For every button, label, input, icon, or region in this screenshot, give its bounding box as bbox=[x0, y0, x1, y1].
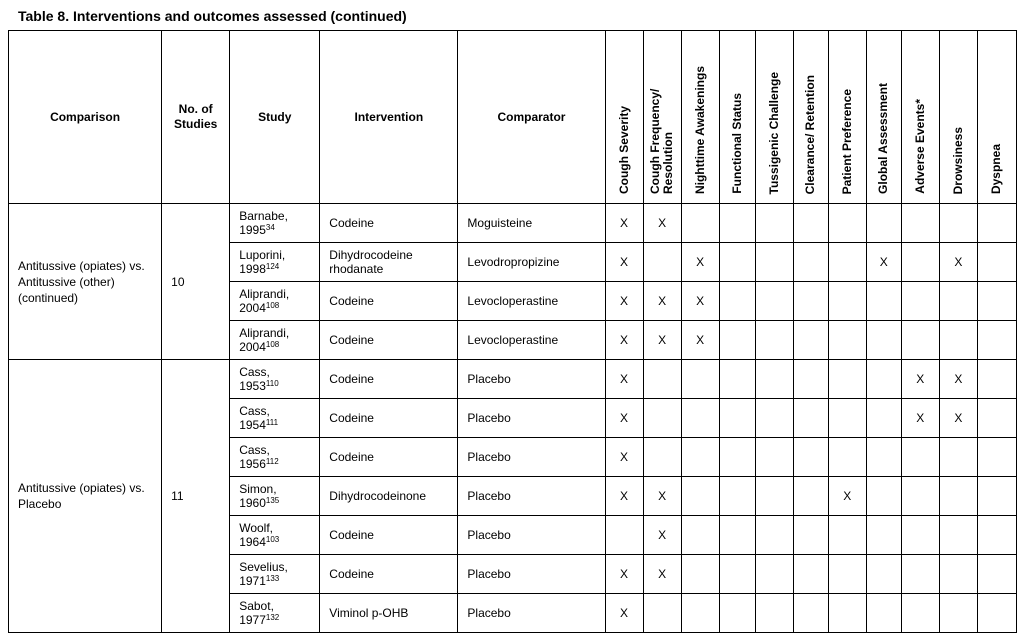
outcome-mark-cell bbox=[755, 438, 793, 477]
outcome-mark-cell bbox=[755, 555, 793, 594]
study-cell bbox=[230, 282, 320, 321]
outcome-mark-cell bbox=[866, 594, 901, 633]
outcome-mark-cell bbox=[719, 594, 755, 633]
header-comparator: Comparator bbox=[458, 31, 605, 204]
outcome-mark-cell: X bbox=[605, 555, 643, 594]
table-caption: Table 8. Interventions and outcomes assessed (continued) bbox=[18, 8, 407, 24]
outcome-mark-cell bbox=[828, 438, 866, 477]
header-outcome-label: Functional Status bbox=[729, 93, 744, 194]
outcome-mark-cell: X bbox=[605, 282, 643, 321]
study-reference: 34 bbox=[265, 223, 275, 232]
study-reference: 110 bbox=[265, 379, 279, 388]
study-reference: 111 bbox=[265, 418, 279, 427]
header-intervention: Intervention bbox=[320, 31, 458, 204]
outcome-mark-cell bbox=[901, 282, 939, 321]
outcome-mark-cell bbox=[828, 321, 866, 360]
study-author: Aliprandi, bbox=[239, 326, 290, 340]
outcome-mark-cell bbox=[755, 321, 793, 360]
outcome-mark-cell bbox=[793, 360, 828, 399]
study-year: 1977 bbox=[239, 613, 266, 627]
outcome-mark-cell bbox=[977, 360, 1016, 399]
outcome-mark-cell bbox=[977, 555, 1016, 594]
outcome-mark-cell bbox=[793, 594, 828, 633]
study-cell bbox=[230, 321, 320, 360]
outcome-mark-cell bbox=[755, 594, 793, 633]
study-author: Sabot, bbox=[239, 599, 274, 613]
outcome-mark-cell bbox=[901, 516, 939, 555]
outcome-mark-cell bbox=[793, 516, 828, 555]
outcome-mark-cell bbox=[866, 438, 901, 477]
outcome-mark-cell bbox=[755, 399, 793, 438]
study-year: 1956 bbox=[239, 457, 266, 471]
header-outcome-tussigenic-challenge bbox=[755, 31, 793, 204]
study-author: Cass, bbox=[239, 365, 270, 379]
outcome-mark-cell bbox=[901, 477, 939, 516]
study-cell bbox=[230, 243, 320, 282]
study-year: 1971 bbox=[239, 574, 266, 588]
outcome-mark-cell bbox=[719, 360, 755, 399]
header-outcome-global-assessment bbox=[866, 31, 901, 204]
outcome-mark-cell bbox=[605, 516, 643, 555]
outcome-mark-cell: X bbox=[939, 360, 977, 399]
header-outcome-adverse-events bbox=[901, 31, 939, 204]
intervention-cell: Codeine bbox=[320, 399, 458, 438]
study-reference: 112 bbox=[265, 457, 279, 466]
outcome-mark-cell bbox=[793, 477, 828, 516]
study-reference: 133 bbox=[265, 574, 280, 583]
outcome-mark-cell bbox=[866, 477, 901, 516]
comparator-cell: Placebo bbox=[458, 438, 605, 477]
header-outcome-label: Cough Frequency/ Resolution bbox=[648, 88, 676, 194]
outcome-mark-cell bbox=[755, 204, 793, 243]
study-reference: 103 bbox=[265, 535, 280, 544]
outcome-mark-cell bbox=[643, 360, 681, 399]
header-outcome-cough-frequency bbox=[643, 31, 681, 204]
outcome-mark-cell bbox=[866, 204, 901, 243]
num-studies-cell: 11 bbox=[162, 360, 230, 633]
table-row bbox=[9, 204, 1017, 243]
outcome-mark-cell bbox=[828, 555, 866, 594]
outcome-mark-cell: X bbox=[643, 516, 681, 555]
outcome-mark-cell bbox=[977, 243, 1016, 282]
outcome-mark-cell: X bbox=[605, 243, 643, 282]
outcome-mark-cell bbox=[866, 282, 901, 321]
outcome-mark-cell bbox=[901, 555, 939, 594]
outcome-mark-cell bbox=[681, 477, 719, 516]
outcome-mark-cell: X bbox=[681, 243, 719, 282]
outcome-mark-cell bbox=[755, 282, 793, 321]
outcome-mark-cell: X bbox=[605, 477, 643, 516]
header-outcome-functional-status bbox=[719, 31, 755, 204]
outcome-mark-cell bbox=[866, 555, 901, 594]
comparator-cell: Levocloperastine bbox=[458, 321, 605, 360]
outcome-mark-cell: X bbox=[605, 438, 643, 477]
intervention-cell: Codeine bbox=[320, 516, 458, 555]
outcomes-table bbox=[8, 30, 1017, 633]
header-outcome-label: Tussigenic Challenge bbox=[766, 71, 781, 194]
study-cell bbox=[230, 204, 320, 243]
header-outcome-drowsiness bbox=[939, 31, 977, 204]
outcome-mark-cell bbox=[866, 321, 901, 360]
outcome-mark-cell bbox=[681, 438, 719, 477]
study-cell bbox=[230, 477, 320, 516]
outcome-mark-cell bbox=[793, 555, 828, 594]
header-outcome-label: Cough Severity bbox=[616, 105, 631, 194]
intervention-cell: Dihydrocodeine rhodanate bbox=[320, 243, 458, 282]
outcome-mark-cell bbox=[793, 438, 828, 477]
outcome-mark-cell bbox=[901, 594, 939, 633]
table-row bbox=[9, 360, 1017, 399]
outcome-mark-cell bbox=[828, 204, 866, 243]
study-cell bbox=[230, 516, 320, 555]
outcome-mark-cell: X bbox=[901, 399, 939, 438]
study-year: 1953 bbox=[239, 379, 266, 393]
comparison-cell: Antitussive (opiates) vs. Antitussive (other) (continued) bbox=[9, 204, 162, 360]
outcome-mark-cell bbox=[866, 516, 901, 555]
intervention-cell: Codeine bbox=[320, 321, 458, 360]
header-num-studies bbox=[162, 31, 230, 204]
outcome-mark-cell bbox=[977, 399, 1016, 438]
comparator-cell: Placebo bbox=[458, 360, 605, 399]
outcome-mark-cell bbox=[755, 516, 793, 555]
outcome-mark-cell bbox=[939, 594, 977, 633]
outcome-mark-cell bbox=[681, 594, 719, 633]
study-author: Cass, bbox=[239, 404, 270, 418]
comparator-cell: Placebo bbox=[458, 477, 605, 516]
outcome-mark-cell bbox=[901, 243, 939, 282]
study-cell bbox=[230, 438, 320, 477]
outcome-mark-cell bbox=[719, 477, 755, 516]
outcome-mark-cell bbox=[977, 282, 1016, 321]
study-year: 2004 bbox=[239, 340, 266, 354]
header-outcome-patient-preference bbox=[828, 31, 866, 204]
outcome-mark-cell: X bbox=[681, 282, 719, 321]
outcome-mark-cell bbox=[939, 555, 977, 594]
outcome-mark-cell bbox=[719, 516, 755, 555]
study-year: 1964 bbox=[239, 535, 266, 549]
intervention-cell: Viminol p-OHB bbox=[320, 594, 458, 633]
outcome-mark-cell bbox=[939, 282, 977, 321]
outcome-mark-cell: X bbox=[643, 555, 681, 594]
outcome-mark-cell bbox=[643, 594, 681, 633]
outcome-mark-cell bbox=[755, 477, 793, 516]
outcome-mark-cell: X bbox=[643, 282, 681, 321]
outcome-mark-cell bbox=[828, 243, 866, 282]
study-reference: 124 bbox=[265, 262, 280, 271]
outcome-mark-cell: X bbox=[939, 399, 977, 438]
outcome-mark-cell bbox=[793, 282, 828, 321]
outcome-mark-cell bbox=[939, 321, 977, 360]
outcome-mark-cell: X bbox=[939, 243, 977, 282]
outcome-mark-cell bbox=[977, 321, 1016, 360]
intervention-cell: Codeine bbox=[320, 282, 458, 321]
study-year: 1954 bbox=[239, 418, 266, 432]
study-year: 1995 bbox=[239, 223, 266, 237]
header-outcome-clearance-retention bbox=[793, 31, 828, 204]
intervention-cell: Codeine bbox=[320, 204, 458, 243]
header-outcome-dyspnea bbox=[977, 31, 1016, 204]
outcome-mark-cell: X bbox=[828, 477, 866, 516]
study-year: 1960 bbox=[239, 496, 266, 510]
outcome-mark-cell bbox=[828, 360, 866, 399]
header-outcome-label: Dyspnea bbox=[989, 143, 1004, 194]
outcome-mark-cell: X bbox=[643, 477, 681, 516]
study-author: Simon, bbox=[239, 482, 277, 496]
header-outcome-label: Patient Preference bbox=[839, 88, 854, 194]
study-author: Cass, bbox=[239, 443, 270, 457]
study-reference: 132 bbox=[265, 613, 280, 622]
outcome-mark-cell bbox=[828, 282, 866, 321]
outcome-mark-cell: X bbox=[681, 321, 719, 360]
header-outcome-nighttime-awakenings bbox=[681, 31, 719, 204]
outcome-mark-cell: X bbox=[605, 399, 643, 438]
outcome-mark-cell bbox=[719, 399, 755, 438]
outcome-mark-cell bbox=[681, 204, 719, 243]
intervention-cell: Codeine bbox=[320, 438, 458, 477]
study-author: Luporini, bbox=[239, 248, 286, 262]
outcome-mark-cell bbox=[793, 321, 828, 360]
outcome-mark-cell bbox=[901, 204, 939, 243]
outcome-mark-cell bbox=[793, 204, 828, 243]
study-reference: 108 bbox=[265, 301, 280, 310]
outcome-mark-cell bbox=[939, 438, 977, 477]
outcome-mark-cell bbox=[681, 360, 719, 399]
outcome-mark-cell bbox=[828, 516, 866, 555]
intervention-cell: Codeine bbox=[320, 360, 458, 399]
outcome-mark-cell: X bbox=[643, 321, 681, 360]
outcome-mark-cell bbox=[939, 477, 977, 516]
study-cell bbox=[230, 360, 320, 399]
outcome-mark-cell bbox=[719, 321, 755, 360]
study-cell bbox=[230, 555, 320, 594]
study-cell bbox=[230, 594, 320, 633]
outcome-mark-cell bbox=[866, 399, 901, 438]
outcome-mark-cell: X bbox=[643, 204, 681, 243]
outcome-mark-cell bbox=[977, 204, 1016, 243]
study-author: Sevelius, bbox=[239, 560, 288, 574]
header-outcome-label: Global Assessment bbox=[876, 83, 891, 194]
table-body bbox=[9, 204, 1017, 633]
comparator-cell: Placebo bbox=[458, 594, 605, 633]
study-reference: 135 bbox=[265, 496, 280, 505]
outcome-mark-cell bbox=[977, 438, 1016, 477]
outcome-mark-cell bbox=[977, 477, 1016, 516]
study-author: Barnabe, bbox=[239, 209, 288, 223]
outcome-mark-cell bbox=[755, 243, 793, 282]
outcome-mark-cell bbox=[828, 399, 866, 438]
outcome-mark-cell: X bbox=[605, 360, 643, 399]
outcome-mark-cell bbox=[719, 555, 755, 594]
outcome-mark-cell: X bbox=[901, 360, 939, 399]
outcome-mark-cell bbox=[977, 516, 1016, 555]
outcome-mark-cell bbox=[939, 204, 977, 243]
outcome-mark-cell bbox=[719, 204, 755, 243]
comparator-cell: Moguisteine bbox=[458, 204, 605, 243]
outcome-mark-cell bbox=[681, 555, 719, 594]
outcome-mark-cell: X bbox=[605, 321, 643, 360]
outcome-mark-cell bbox=[719, 438, 755, 477]
outcome-mark-cell bbox=[681, 516, 719, 555]
outcome-mark-cell bbox=[866, 360, 901, 399]
outcome-mark-cell bbox=[977, 594, 1016, 633]
header-row bbox=[9, 31, 1017, 204]
outcome-mark-cell: X bbox=[605, 204, 643, 243]
study-year: 1998 bbox=[239, 262, 266, 276]
header-outcome-label: Adverse Events* bbox=[912, 99, 927, 194]
study-author: Woolf, bbox=[239, 521, 273, 535]
study-reference: 108 bbox=[265, 340, 280, 349]
outcome-mark-cell bbox=[643, 438, 681, 477]
outcome-mark-cell bbox=[681, 399, 719, 438]
outcome-mark-cell bbox=[901, 321, 939, 360]
outcome-mark-cell bbox=[828, 594, 866, 633]
study-year: 2004 bbox=[239, 301, 266, 315]
header-outcome-label: Nighttime Awakenings bbox=[692, 65, 707, 194]
outcome-mark-cell: X bbox=[866, 243, 901, 282]
outcome-mark-cell bbox=[939, 516, 977, 555]
outcome-mark-cell bbox=[719, 243, 755, 282]
study-cell bbox=[230, 399, 320, 438]
header-num-studies-label: No. of Studies bbox=[174, 102, 218, 131]
outcome-mark-cell bbox=[901, 438, 939, 477]
outcome-mark-cell bbox=[793, 243, 828, 282]
outcome-mark-cell bbox=[755, 360, 793, 399]
comparator-cell: Placebo bbox=[458, 399, 605, 438]
num-studies-cell: 10 bbox=[162, 204, 230, 360]
intervention-cell: Dihydrocodeinone bbox=[320, 477, 458, 516]
comparison-cell: Antitussive (opiates) vs. Placebo bbox=[9, 360, 162, 633]
comparator-cell: Levodropropizine bbox=[458, 243, 605, 282]
header-comparison: Comparison bbox=[9, 31, 162, 204]
comparator-cell: Placebo bbox=[458, 555, 605, 594]
outcome-mark-cell bbox=[719, 282, 755, 321]
header-outcome-label: Drowsiness bbox=[950, 126, 965, 194]
study-author: Aliprandi, bbox=[239, 287, 290, 301]
header-outcome-cough-severity bbox=[605, 31, 643, 204]
comparator-cell: Placebo bbox=[458, 516, 605, 555]
outcome-mark-cell: X bbox=[605, 594, 643, 633]
header-outcome-label: Clearance/ Retention bbox=[803, 74, 818, 194]
outcome-mark-cell bbox=[643, 399, 681, 438]
outcome-mark-cell bbox=[643, 243, 681, 282]
header-study: Study bbox=[230, 31, 320, 204]
intervention-cell: Codeine bbox=[320, 555, 458, 594]
outcome-mark-cell bbox=[793, 399, 828, 438]
comparator-cell: Levocloperastine bbox=[458, 282, 605, 321]
